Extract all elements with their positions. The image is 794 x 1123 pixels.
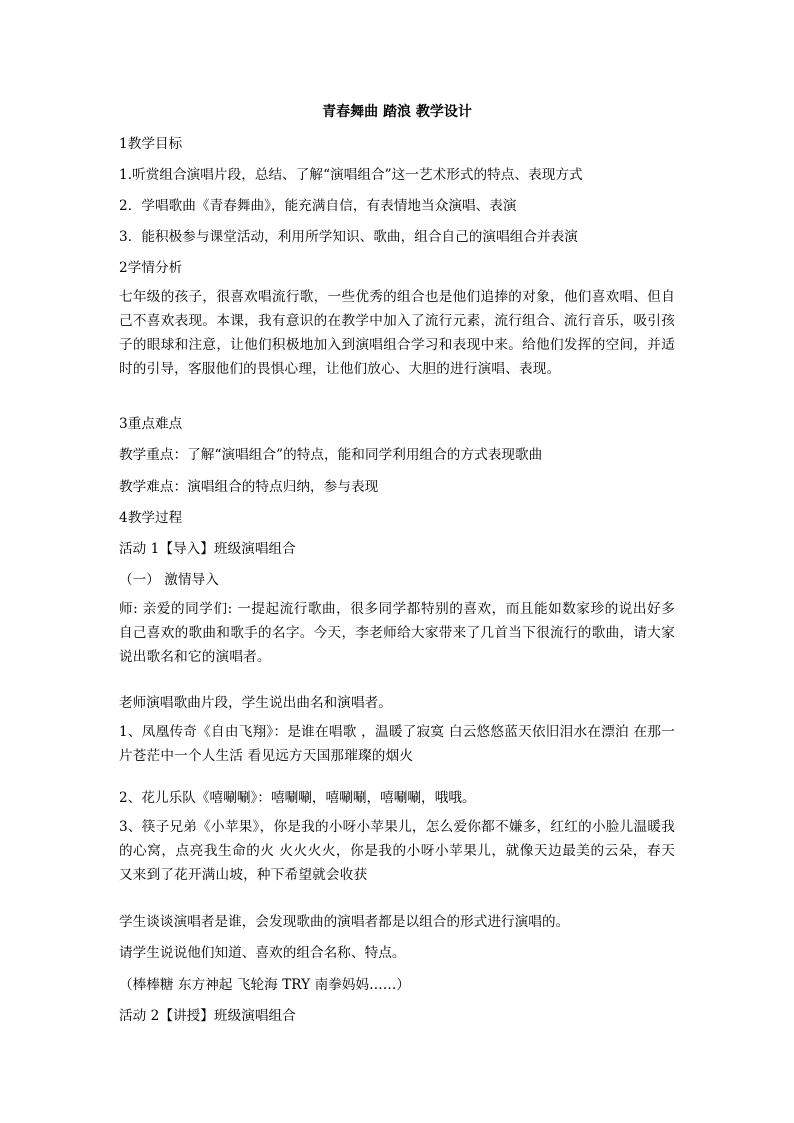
analysis-paragraph: 七年级的孩子，很喜欢唱流行歌，一些优秀的组合也是他们追捧的对象，他们喜欢唱、但自己不喜欢表现。本课，我有意识的在教学中加入了流行元素，流行组合、流行音乐，吸引孩子的眼球和注意，让他们积极地加入到演唱组合学习和表现中来。给他们发挥的空间，并适时的引导，客服他们的畏惧心理，让他们放心、大胆的进行演唱、表现。 — [119, 289, 675, 377]
ask-students-text: 请学生说说他们知道、喜欢的组合名称、特点。 — [119, 945, 406, 961]
song-item-2: 2、花儿乐队《嘻唰唰》：嘻唰唰，嘻唰唰，嘻唰唰，哦哦。 — [119, 790, 476, 806]
students-talk-text: 学生谈谈演唱者是谁，会发现歌曲的演唱者都是以组合的形式进行演唱的。 — [119, 914, 570, 930]
activity-2-heading: 活动 2【讲授】班级演唱组合 — [119, 1008, 296, 1024]
goal-item-1: 1.听赏组合演唱片段，总结、了解“演唱组合”这一艺术形式的特点、表现方式 — [119, 167, 583, 183]
teacher-sing-text: 老师演唱歌曲片段，学生说出曲名和演唱者。 — [119, 695, 392, 711]
key-point-text: 教学重点：了解“演唱组合”的特点，能和同学利用组合的方式表现歌曲 — [119, 447, 543, 463]
section-heading-process: 4教学过程 — [119, 510, 183, 526]
activity-1-heading: 活动 1【导入】班级演唱组合 — [119, 541, 296, 557]
section-heading-difficulty: 3重点难点 — [119, 416, 183, 432]
section-heading-goals: 1教学目标 — [119, 136, 183, 152]
song-item-3: 3、筷子兄弟《小苹果》，你是我的小呀小苹果儿，怎么爱你都不嫌多，红红的小脸儿温暖我的心窝，点亮我生命的火 火火火火，你是我的小呀小苹果儿，就像天边最美的云朵，春天又来到了花开满山坡，种下希望就会收获 — [119, 819, 675, 883]
section-heading-analysis: 2学情分析 — [119, 260, 183, 276]
goal-item-3: 3．能积极参与课堂活动，利用所学知识、歌曲，组合自己的演唱组合并表演 — [119, 229, 578, 245]
difficult-point-text: 教学难点：演唱组合的特点归纳，参与表现 — [119, 479, 379, 495]
teacher-intro-paragraph: 师: 亲爱的同学们: 一提起流行歌曲，很多同学都特别的喜欢，而且能如数家珍的说出好多自己喜欢的歌曲和歌手的名字。今天，李老师给大家带来了几首当下很流行的歌曲，请大家说出歌名和它的演唱者。 — [119, 601, 675, 665]
goal-item-2: 2．学唱歌曲《青春舞曲》，能充满自信，有表情地当众演唱、表演 — [119, 198, 517, 214]
groups-list-text: （棒棒糖 东方神起 飞轮海 TRY 南拳妈妈……） — [119, 977, 411, 993]
document-title: 青春舞曲 踏浪 教学设计 — [322, 104, 472, 120]
subsection-intro-heading: （一） 激情导入 — [119, 572, 219, 588]
song-item-1: 1、凤凰传奇《自由飞翔》：是谁在唱歌 ，温暖了寂寞 白云悠悠蓝天依旧泪水在漂泊 在那一片苍茫中一个人生活 看见远方天国那璀璨的烟火 — [119, 724, 675, 764]
